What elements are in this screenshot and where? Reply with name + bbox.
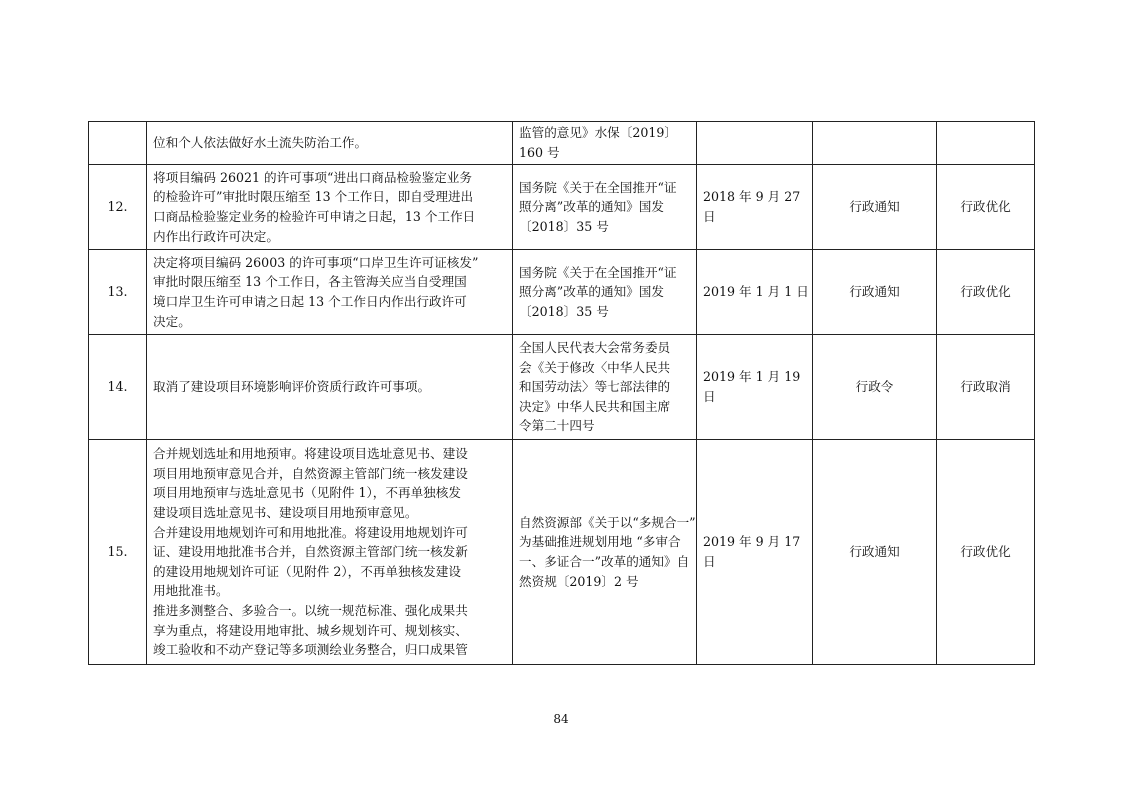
basis-cell — [513, 335, 697, 440]
content-line: 项目用地预审意见合并，自然资源主管部门统一核发建设 — [153, 465, 468, 481]
basis-line: 160 号 — [519, 145, 560, 160]
date-line: 2019 年 1 月 19 — [703, 369, 801, 385]
type-cell: 行政优化 — [937, 165, 1035, 250]
content-line: 建设项目选址意见书、建设项目用地预审意见。 — [153, 505, 418, 521]
basis-line: 国务院《关于在全国推开“证 — [519, 264, 677, 280]
basis-cell — [513, 122, 697, 165]
date-line: 日 — [703, 389, 716, 404]
form-cell: 行政通知 — [813, 250, 937, 335]
form-cell: 行政令 — [813, 335, 937, 440]
content-line: 口商品检验鉴定业务的检验许可申请之日起，13 个工作日 — [153, 209, 476, 224]
basis-cell — [513, 440, 697, 665]
type-cell: 行政取消 — [937, 335, 1035, 440]
content-cell — [147, 165, 513, 250]
row-number-cell: 14. — [89, 335, 147, 440]
type-cell: 行政优化 — [937, 250, 1035, 335]
basis-line: 为基础推进规划用地 “多审合 — [519, 534, 681, 550]
table-row — [89, 335, 1035, 440]
date-cell — [697, 165, 813, 250]
date-line: 2018 年 9 月 27 — [703, 189, 801, 205]
content-line: 项目用地预审与选址意见书（见附件 1），不再单独核发 — [153, 485, 461, 501]
regulation-table — [88, 121, 1035, 665]
table-row — [89, 440, 1035, 665]
content-line: 决定将项目编码 26003 的许可事项“口岸卫生许可证核发” — [153, 254, 479, 270]
content-cell — [147, 250, 513, 335]
basis-line: 和国劳动法〉等七部法律的 — [519, 379, 671, 395]
table-row — [89, 250, 1035, 335]
content-line: 的建设用地规划许可证（见附件 2），不再单独核发建设 — [153, 563, 461, 579]
basis-cell — [513, 250, 697, 335]
row-number-cell: 13. — [89, 250, 147, 335]
basis-line: 一、多证合一”改革的通知》自 — [519, 554, 690, 569]
basis-line: 国务院《关于在全国推开“证 — [519, 179, 677, 195]
basis-line: 自然资源部《关于以“多规合一” — [519, 514, 696, 530]
content-cell — [147, 335, 513, 440]
content-line: 内作出行政许可决定。 — [153, 228, 279, 244]
content-line: 用地批准书。 — [153, 583, 229, 599]
content-cell — [147, 440, 513, 665]
basis-line: 照分离”改革的通知》国发 — [519, 199, 664, 215]
date-line: 日 — [703, 209, 716, 224]
basis-line: 令第二十四号 — [519, 418, 595, 434]
content-line: 的检验许可”审批时限压缩至 13 个工作日，即自受理进出 — [153, 189, 474, 205]
date-cell — [697, 250, 813, 335]
basis-cell — [513, 165, 697, 250]
basis-line: 会《关于修改〈中华人民共 — [519, 359, 671, 375]
date-line: 2019 年 9 月 17 — [703, 534, 801, 550]
content-line: 证、建设用地批准书合并，自然资源主管部门统一核发新 — [153, 544, 468, 560]
content-line: 将项目编码 26021 的许可事项“进出口商品检验鉴定业务 — [153, 169, 472, 185]
form-cell: 行政通知 — [813, 440, 937, 665]
form-cell: 行政通知 — [813, 165, 937, 250]
content-line: 合并建设用地规划许可和用地批准。将建设用地规划许可 — [153, 524, 468, 540]
type-cell — [937, 122, 1035, 165]
page-number: 84 — [553, 712, 569, 726]
basis-line: 决定》中华人民共和国主席 — [519, 398, 671, 414]
row-number-cell — [89, 122, 147, 165]
form-cell — [813, 122, 937, 165]
content-line: 合并规划选址和用地预审。将建设项目选址意见书、建设 — [153, 446, 468, 462]
basis-line: 〔2018〕35 号 — [519, 218, 609, 234]
basis-line: 监管的意见》水保〔2019〕 — [519, 125, 677, 141]
content-line: 推进多测整合、多验合一。以统一规范标准、强化成果共 — [153, 602, 468, 618]
basis-line: 然资规〔2019〕2 号 — [519, 573, 639, 589]
row-number-cell: 15. — [89, 440, 147, 665]
content-line: 取消了建设项目环境影响评价资质行政许可事项。 — [153, 379, 431, 395]
content-line: 决定。 — [153, 313, 191, 329]
content-cell — [147, 122, 513, 165]
date-cell — [697, 440, 813, 665]
content-line: 境口岸卫生许可申请之日起 13 个工作日内作出行政许可 — [153, 294, 467, 309]
basis-line: 〔2018〕35 号 — [519, 303, 609, 319]
table-body — [89, 122, 1035, 665]
content-line: 位和个人依法做好水土流失防治工作。 — [153, 135, 368, 151]
date-cell — [697, 335, 813, 440]
content-line: 享为重点，将建设用地审批、城乡规划许可、规划核实、 — [153, 622, 468, 638]
date-cell — [697, 122, 813, 165]
content-line: 审批时限压缩至 13 个工作日，各主管海关应当自受理国 — [153, 274, 467, 290]
type-cell: 行政优化 — [937, 440, 1035, 665]
table-row — [89, 165, 1035, 250]
basis-line: 全国人民代表大会常务委员 — [519, 340, 671, 356]
row-number-cell: 12. — [89, 165, 147, 250]
date-line: 日 — [703, 554, 716, 569]
basis-line: 照分离”改革的通知》国发 — [519, 284, 664, 300]
table-row — [89, 122, 1035, 165]
date-line: 2019 年 1 月 1 日 — [703, 284, 809, 300]
content-line: 竣工验收和不动产登记等多项测绘业务整合，归口成果管 — [153, 642, 468, 658]
